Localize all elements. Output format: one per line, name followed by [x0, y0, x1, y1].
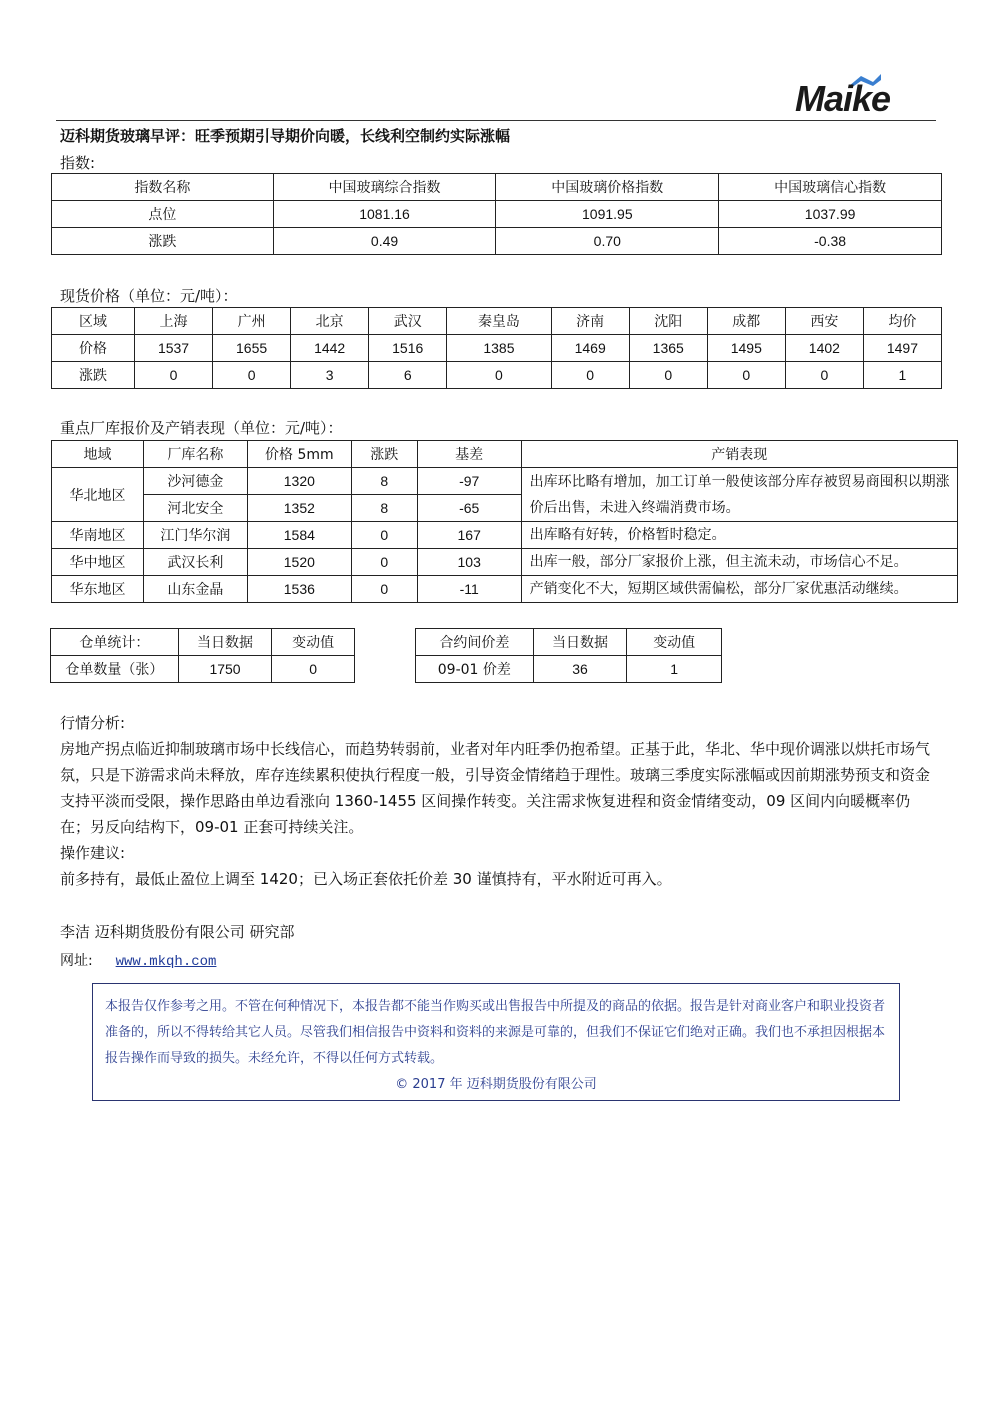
table-cell: 广州 — [213, 308, 291, 335]
table-cell: 1442 — [291, 335, 369, 362]
author-line: 李洁 迈科期货股份有限公司 研究部 — [60, 923, 295, 941]
table-cell: 8 — [351, 468, 417, 495]
sales-performance-cell: 出库一般，部分厂家报价上涨，但主流未动，市场信心不足。 — [521, 549, 957, 576]
table-cell: 西安 — [785, 308, 863, 335]
table-cell: 0.70 — [496, 228, 719, 255]
table-row — [52, 201, 942, 228]
table-header: 厂库名称 — [143, 441, 247, 468]
table-row — [52, 522, 958, 549]
table-header-row — [52, 441, 958, 468]
table-cell: 1497 — [863, 335, 941, 362]
table-cell: 山东金晶 — [143, 576, 247, 603]
table-row — [416, 656, 722, 683]
table-cell: 涨跌 — [52, 362, 135, 389]
table-cell: 上海 — [135, 308, 213, 335]
table-cell: 0.49 — [273, 228, 496, 255]
table-cell: 点位 — [52, 201, 274, 228]
table-header: 仓单统计： — [51, 629, 179, 656]
table-cell: 1352 — [247, 495, 351, 522]
table-cell: 价格 — [52, 335, 135, 362]
table-cell: 1520 — [247, 549, 351, 576]
table-cell: 1 — [627, 656, 722, 683]
table-cell: 1469 — [551, 335, 629, 362]
table-cell: 1081.16 — [273, 201, 496, 228]
table-cell: 涨跌 — [52, 228, 274, 255]
table-cell: 沈阳 — [629, 308, 707, 335]
table-header: 变动值 — [272, 629, 355, 656]
table-cell: 0 — [629, 362, 707, 389]
header-rule — [56, 120, 936, 121]
table-header: 中国玻璃综合指数 — [273, 174, 496, 201]
region-cell: 华中地区 — [52, 549, 144, 576]
table-cell: 北京 — [291, 308, 369, 335]
spot-price-label: 现货价格（单位：元/吨）： — [60, 287, 238, 305]
table-cell: 1655 — [213, 335, 291, 362]
index-label: 指数: — [60, 154, 96, 172]
table-header: 中国玻璃信心指数 — [719, 174, 942, 201]
table-cell: 103 — [417, 549, 521, 576]
logo-text: Maike — [795, 78, 891, 119]
table-cell: -65 — [417, 495, 521, 522]
sales-performance-cell: 产销变化不大，短期区域供需偏松，部分厂家优惠活动继续。 — [521, 576, 957, 603]
table-cell: 沙河德金 — [143, 468, 247, 495]
table-cell: 1495 — [707, 335, 785, 362]
sales-performance-cell: 出库略有好转，价格暂时稳定。 — [521, 522, 957, 549]
analysis-section — [60, 710, 940, 892]
table-cell: 0 — [351, 576, 417, 603]
website-line — [60, 950, 216, 970]
table-cell: 1320 — [247, 468, 351, 495]
analysis-label: 行情分析: — [60, 714, 126, 732]
disclaimer-box — [92, 983, 900, 1101]
table-row — [52, 362, 942, 389]
table-cell: -11 — [417, 576, 521, 603]
region-cell: 华南地区 — [52, 522, 144, 549]
table-cell: 区域 — [52, 308, 135, 335]
table-header: 中国玻璃价格指数 — [496, 174, 719, 201]
table-cell: 8 — [351, 495, 417, 522]
table-row — [52, 549, 958, 576]
table-row — [52, 228, 942, 255]
spot-price-table — [51, 307, 942, 389]
table-header: 变动值 — [627, 629, 722, 656]
table-cell: 09-01 价差 — [416, 656, 534, 683]
analysis-text: 房地产拐点临近抑制玻璃市场中长线信心，而趋势转弱前，业者对年内旺季仍抱希望。正基于此，华北、华中现价调涨以烘托市场气氛，只是下游需求尚未释放，库存连续累积使执行程度一般，引导资金情绪趋于理性。玻璃三季度实际涨幅或因前期涨势预支和资金支持平淡而受限，操作思路由单边看涨向 1360-1455 区间操作转变。关注需求恢复进程和资金情绪变动，09 区间内向暖概率仍在；另反向结构下，09-01 正套可持续关注。 — [60, 740, 931, 836]
table-header-row — [51, 629, 355, 656]
table-cell: 1365 — [629, 335, 707, 362]
table-cell: 1584 — [247, 522, 351, 549]
table-cell: 0 — [135, 362, 213, 389]
table-cell: 武汉长利 — [143, 549, 247, 576]
table-cell: -0.38 — [719, 228, 942, 255]
disclaimer-text: 本报告仅作参考之用。不管在何种情况下，本报告都不能当作购买或出售报告中所提及的商品的依据。报告是针对商业客户和职业投资者准备的，所以不得转给其它人员。尽管我们相信报告中资料和资料的来源是可靠的，但我们不保证它们绝对正确。我们也不承担因根据本报告操作而导致的损失。未经允许，不得以任何方式转载。 — [105, 999, 886, 1066]
table-cell: 秦皇岛 — [447, 308, 551, 335]
sales-performance-cell: 出库环比略有增加，加工订单一般使该部分库存被贸易商囤积以期涨价后出售，未进入终端消费市场。 — [521, 468, 957, 522]
table-cell: 0 — [785, 362, 863, 389]
region-cell: 华东地区 — [52, 576, 144, 603]
table-cell: 6 — [369, 362, 447, 389]
warehouse-receipt-table — [50, 628, 355, 683]
index-table — [51, 173, 942, 255]
report-title: 迈科期货玻璃早评：旺季预期引导期价向暖，长线利空制约实际涨幅 — [60, 127, 511, 145]
website-label: 网址: — [60, 953, 93, 969]
table-row — [52, 308, 942, 335]
table-cell: 167 — [417, 522, 521, 549]
table-cell: 1385 — [447, 335, 551, 362]
table-cell: 3 — [291, 362, 369, 389]
table-header: 涨跌 — [351, 441, 417, 468]
table-cell: 0 — [551, 362, 629, 389]
table-cell: 1091.95 — [496, 201, 719, 228]
region-cell: 华北地区 — [52, 468, 144, 522]
table-cell: 0 — [272, 656, 355, 683]
table-row — [52, 468, 958, 495]
copyright-text: © 2017 年 迈科期货股份有限公司 — [395, 1077, 597, 1092]
table-cell: 1750 — [178, 656, 272, 683]
table-cell: 成都 — [707, 308, 785, 335]
factory-table — [51, 440, 958, 603]
table-cell: 1 — [863, 362, 941, 389]
table-header: 当日数据 — [178, 629, 272, 656]
table-row — [51, 656, 355, 683]
table-cell: 仓单数量（张） — [51, 656, 179, 683]
table-header: 合约间价差 — [416, 629, 534, 656]
table-cell: 1402 — [785, 335, 863, 362]
table-row — [52, 576, 958, 603]
table-cell: 1537 — [135, 335, 213, 362]
table-cell: 0 — [213, 362, 291, 389]
table-header: 基差 — [417, 441, 521, 468]
table-cell: 济南 — [551, 308, 629, 335]
table-header: 地域 — [52, 441, 144, 468]
table-cell: -97 — [417, 468, 521, 495]
factory-label: 重点厂库报价及产销表现（单位：元/吨）： — [60, 419, 343, 437]
table-cell: 0 — [447, 362, 551, 389]
table-header: 指数名称 — [52, 174, 274, 201]
table-cell: 武汉 — [369, 308, 447, 335]
company-logo — [795, 72, 930, 118]
table-cell: 1536 — [247, 576, 351, 603]
table-cell: 均价 — [863, 308, 941, 335]
table-cell: 0 — [351, 549, 417, 576]
contract-spread-table — [415, 628, 722, 683]
table-header-row — [52, 174, 942, 201]
advice-label: 操作建议: — [60, 844, 126, 862]
table-header: 价格 5mm — [247, 441, 351, 468]
advice-text: 前多持有，最低止盈位上调至 1420；已入场正套依托价差 30 谨慎持有，平水附近可再入。 — [60, 870, 672, 888]
table-cell: 0 — [707, 362, 785, 389]
table-cell: 江门华尔润 — [143, 522, 247, 549]
table-row — [52, 335, 942, 362]
table-cell: 河北安全 — [143, 495, 247, 522]
table-cell: 1516 — [369, 335, 447, 362]
website-link[interactable]: www.mkqh.com — [115, 954, 217, 970]
table-cell: 0 — [351, 522, 417, 549]
table-header-row — [416, 629, 722, 656]
table-cell: 1037.99 — [719, 201, 942, 228]
table-cell: 36 — [533, 656, 627, 683]
table-header: 当日数据 — [533, 629, 627, 656]
table-header: 产销表现 — [521, 441, 957, 468]
